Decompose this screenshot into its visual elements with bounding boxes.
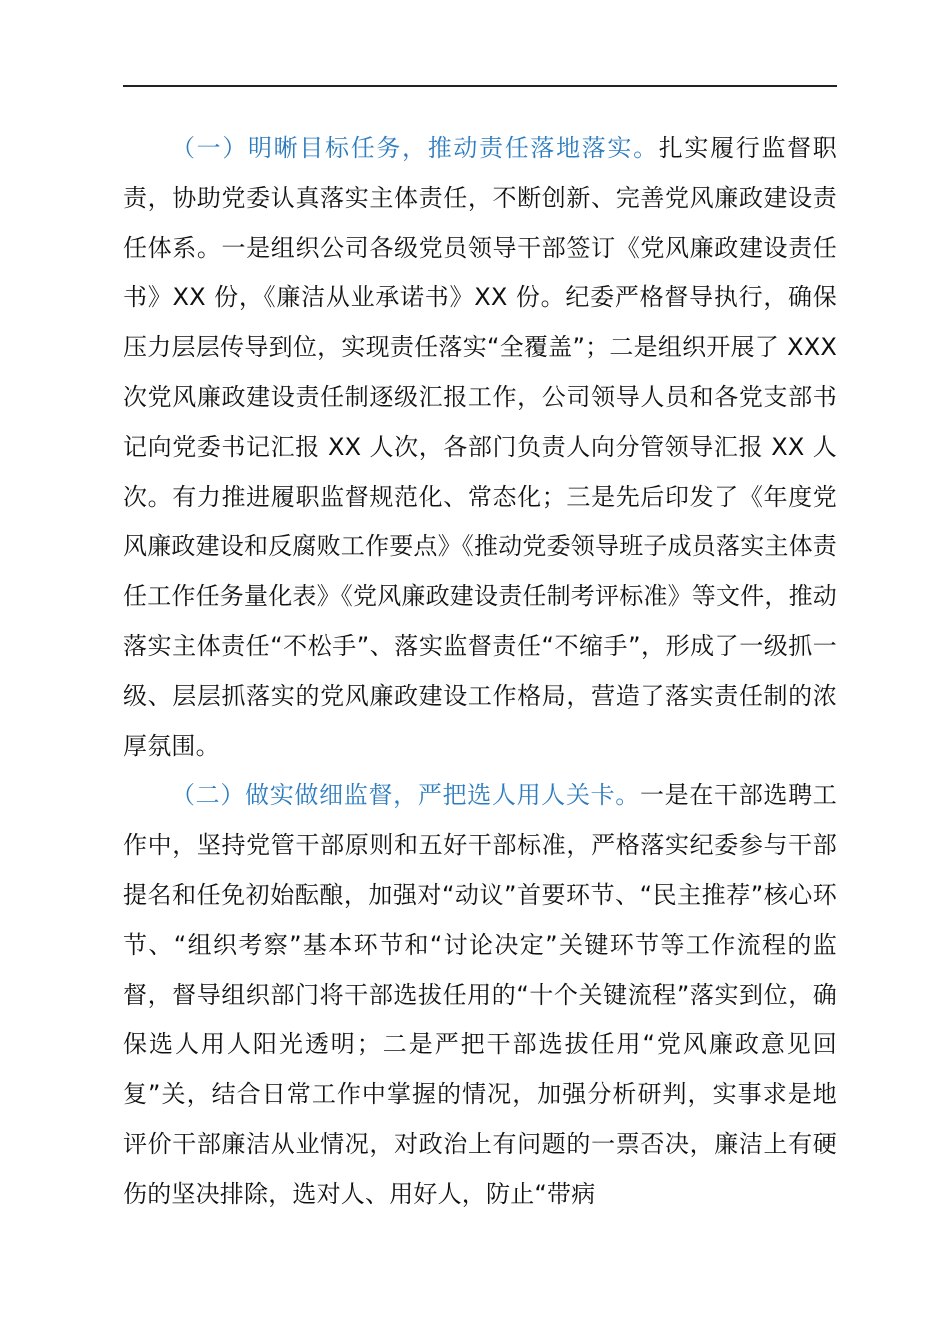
paragraph-2: [123, 771, 837, 1219]
paragraph-1-text: 扎实履行监督职责，协助党委认真落实主体责任，不断创新、完善党风廉政建设责任体系。一是组织公司各级党员领导干部签订《党风廉政建设责任书》XX 份，《廉洁从业承诺书》XX 份。纪委严格督导执行，确保压力层层传导到位，实现责任落实“全覆盖”；二是组织开展了 XXX 次党风廉政建设责任制逐级汇报工作，公司领导人员和各党支部书记向党委书记汇报 XX 人次，各部门负责人向分管领导汇报 XX 人次。有力推进履职监督规范化、常态化；三是先后印发了《年度党风廉政建设和反腐败工作要点》《推动党委领导班子成员落实主体责任工作任务量化表》《党风廉政建设责任制考评标准》等文件，推动落实主体责任“不松手”、落实监督责任“不缩手”，形成了一级抓一级、层层抓落实的党风廉政建设工作格局，营造了落实责任制的浓厚氛围。: [123, 134, 837, 760]
paragraph-2-text: 一是在干部选聘工作中，坚持党管干部原则和五好干部标准，严格落实纪委参与干部提名和任免初始酝酿，加强对“动议”首要环节、“民主推荐”核心环节、“组织考察”基本环节和“讨论决定”关键环节等工作流程的监督，督导组织部门将干部选拔任用的“十个关键流程”落实到位，确保选人用人阳光透明；二是严把干部选拔任用“党风廉政意见回复”关，结合日常工作中掌握的情况，加强分析研判，实事求是地评价干部廉洁从业情况，对政治上有问题的一票否决，廉洁上有硬伤的坚决排除，选对人、用好人，防止“带病: [123, 781, 837, 1208]
paragraph-1: [123, 124, 837, 771]
document-body: [123, 124, 837, 1220]
header-rule: [123, 85, 837, 87]
paragraph-1-heading: （一）明晰目标任务，推动责任落地落实。: [171, 134, 659, 162]
paragraph-2-heading: （二）做实做细监督，严把选人用人关卡。: [171, 781, 640, 810]
